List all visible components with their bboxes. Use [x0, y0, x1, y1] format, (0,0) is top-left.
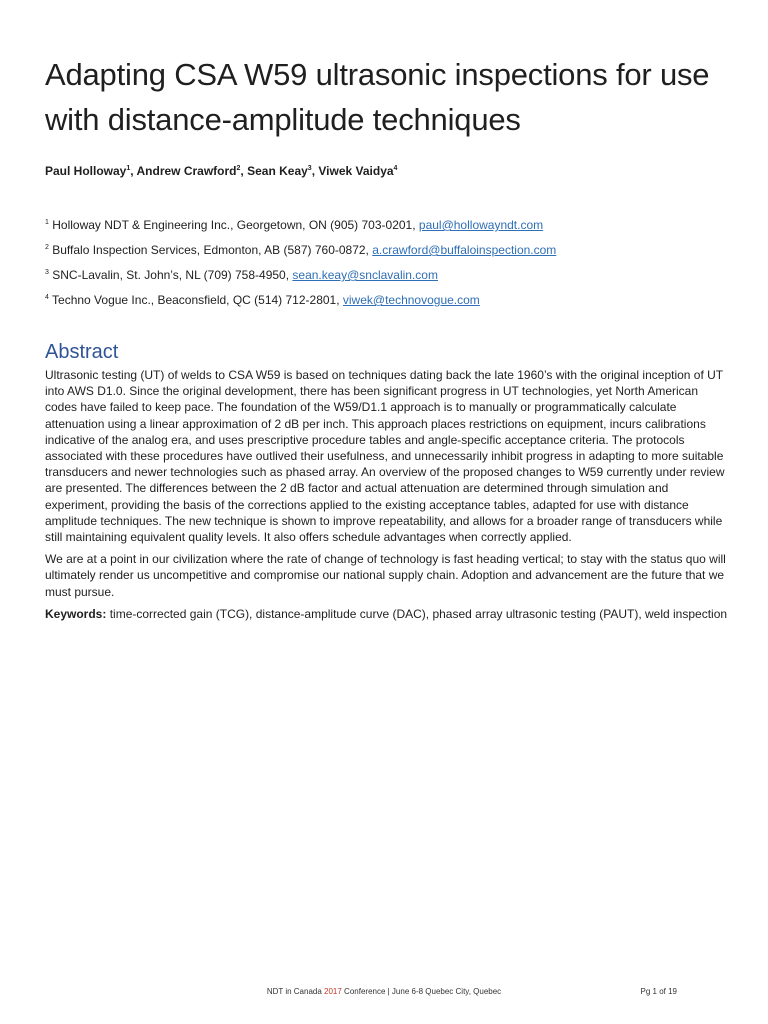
keywords-label: Keywords:	[45, 606, 107, 621]
email-link[interactable]: viwek@technovogue.com	[342, 293, 480, 307]
affiliation-text: Techno Vogue Inc., Beaconsfield, QC (514) 712-2801,	[52, 293, 343, 307]
affiliation-text: Buffalo Inspection Services, Edmonton, AB (587) 760-0872,	[52, 243, 373, 257]
author-name: Paul Holloway	[45, 164, 127, 178]
affiliation-mark: 2	[45, 244, 49, 251]
footer-suffix: Conference | June 6-8 Quebec City, Quebec	[341, 987, 502, 996]
abstract-heading: Abstract	[45, 341, 119, 363]
affiliation-list	[45, 213, 735, 313]
affiliation-mark: 1	[45, 219, 49, 226]
affiliation-text: SNC-Lavalin, St. John’s, NL (709) 758-4950,	[52, 268, 293, 282]
affiliation-item	[45, 213, 735, 238]
affiliation-item	[45, 238, 735, 263]
abstract-paragraph: We are at a point in our civilization where the rate of change of technology is fast heading vertical; to stay with the status quo will ultimately render us uncompetitive and compromise our national supply chain. Adoption and advancement are the future that we must pursue.	[45, 552, 726, 599]
author-affiliation-mark: 2	[236, 165, 241, 172]
paper-title: Adapting CSA W59 ultrasonic inspections for use with distance-amplitude techniques	[45, 57, 710, 137]
affiliation-item	[45, 263, 735, 288]
author-name: Sean Keay	[247, 164, 308, 178]
affiliation-mark: 4	[45, 294, 49, 301]
footer-year: 2017	[324, 987, 342, 996]
email-link[interactable]: a.crawford@buffaloinspection.com	[372, 243, 557, 257]
email-link[interactable]: sean.keay@snclavalin.com	[292, 268, 438, 282]
footer-prefix: NDT in Canada	[266, 987, 325, 996]
affiliation-mark: 3	[45, 269, 49, 276]
author-affiliation-mark: 1	[126, 165, 131, 172]
keywords-text: time-corrected gain (TCG), distance-amplitude curve (DAC), phased array ultrasonic testing (PAUT), weld inspection	[106, 606, 728, 621]
page-number: Pg 1 of 19	[640, 987, 677, 996]
author-name: Andrew Crawford	[136, 164, 237, 178]
author-name: Viwek Vaidya	[318, 164, 394, 178]
author-affiliation-mark: 4	[393, 165, 398, 172]
abstract-body	[45, 367, 729, 628]
email-link[interactable]: paul@hollowayndt.com	[418, 218, 544, 232]
keywords-paragraph	[45, 606, 729, 622]
abstract-paragraph: Ultrasonic testing (UT) of welds to CSA W59 is based on techniques dating back the late 1960’s with the original inception of UT into AWS D1.0. Since the original development, there has been significant progress in UT technologies, yet North American codes have failed to keep pace. The foundation of the W59/D1.1 approach is to manually or programmatically calculate attenuation using a linear approximation of 2 dB per inch. This approach places restrictions on equipment, incurs calibrations indicative of the analog era, and uses prescriptive procedure tables and angle-specific acceptance criteria. The protocols associated with these procedures have outlived their usefulness, and unnecessarily inhibit progress in adapting to more suitable transducers and newer technologies such as phased array. An overview of the proposed changes to W59 currently under review are presented. The differences between the 2 dB factor and actual attenuation are determined through simulation and experiment, providing the basis of the corrections applied to the existing acceptance tables, adapted for use with distance amplitude techniques. The new technique is shown to improve repeatability, and allows for a broader range of transducers while still maintaining equivalent quality levels. It also offers schedule advantages when correctly applied.	[45, 368, 725, 545]
affiliation-text: Holloway NDT & Engineering Inc., Georgetown, ON (905) 703-0201,	[52, 218, 419, 232]
author-affiliation-mark: 3	[307, 165, 312, 172]
affiliation-item	[45, 288, 735, 313]
author-list: Paul Holloway$^1$, Andrew Crawford$^2$, Sean Keay$^3$, Viwek Vaidya$^4$	[45, 164, 398, 178]
